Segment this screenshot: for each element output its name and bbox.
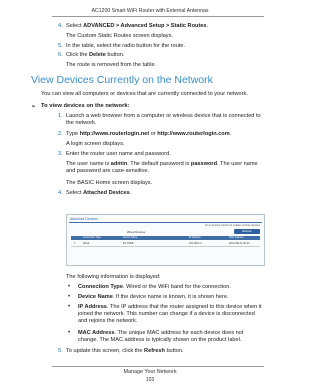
page-header: AC1200 Smart WiFi Router with External Antennas <box>91 8 209 14</box>
step-number: 4. <box>58 23 63 29</box>
table-cell: ET-HTGB <box>123 242 134 245</box>
access-control-note: Go to Access Control to enable or block devices <box>204 224 260 227</box>
step-text: To update this screen, click the Refresh button. <box>66 348 184 354</box>
info-intro: The following information is displayed: <box>66 274 161 280</box>
attached-devices-screenshot <box>66 214 265 266</box>
column-header: Device Name <box>123 236 138 239</box>
bullet-icon: • <box>68 294 71 300</box>
page-number: 103 <box>145 377 155 383</box>
step-number: 4. <box>58 190 63 196</box>
info-item: Connection Type. Wired or the WiFi band for the connection. <box>78 284 231 290</box>
step-text: Select Attached Devices. <box>66 190 132 196</box>
refresh-button[interactable]: Refresh <box>234 229 260 234</box>
screenshot-title: Attached Devices <box>70 217 98 221</box>
footer-divider <box>52 366 264 367</box>
step-text: In the table, select the radio button for the route. <box>66 43 186 49</box>
column-header: MAC Address <box>229 236 244 239</box>
step-result: The user name is admin. The default password is password. The user name and password are case-sensitive. <box>66 161 258 174</box>
table-header <box>71 236 260 240</box>
step-text: Enter the router user name and password. <box>66 151 171 157</box>
header-divider <box>52 16 264 17</box>
column-header: Connection Type <box>83 236 101 239</box>
step-number: 3. <box>58 151 63 157</box>
table-row <box>71 241 260 247</box>
section-intro: You can view all computers or devices that are currently connected to your network. <box>41 91 248 97</box>
step-number: 6. <box>58 52 63 58</box>
step-result: The Custom Static Routes screen displays. <box>66 33 173 39</box>
column-header: IP Address <box>189 236 201 239</box>
screenshot-title-divider <box>69 222 262 223</box>
table-cell: 192.168.1.2 <box>189 242 202 245</box>
step-result: The route is removed from the table. <box>66 62 157 68</box>
bullet-icon: • <box>68 304 71 310</box>
step-text: Type http://www.routerlogin.net or http://www.routerlogin.com. <box>66 131 232 137</box>
table-cell: 00:0C:6E:3C:1F:23 <box>229 242 250 245</box>
step-text: Launch a web browser from a computer or wireless device that is connected to the network. <box>66 113 261 126</box>
info-item: Device Name. If the device name is known, it is shown here. <box>78 294 229 300</box>
step-number: 2. <box>58 131 63 137</box>
table-cell: 1 <box>74 242 76 245</box>
bullet-icon: • <box>68 284 71 290</box>
info-item: MAC Address. The unique MAC address for each device does not change. The MAC address is typically shown on the product label. <box>78 330 244 343</box>
step-result: The BASIC Home screen displays. <box>66 180 153 186</box>
table-title: Wired Devices <box>127 230 146 234</box>
section-title: View Devices Currently on the Network <box>31 74 213 86</box>
step-result: A login screen displays. <box>66 141 125 147</box>
step-number: 1. <box>58 113 63 119</box>
table-cell: Wired <box>83 242 90 245</box>
footer-section: Manage Your Network <box>123 369 177 375</box>
bullet-icon: • <box>68 330 71 336</box>
step-number: 5. <box>58 348 63 354</box>
step-text: Click the Delete button. <box>66 52 125 58</box>
step-number: 5. <box>58 43 63 49</box>
procedure-arrow-icon: ➢ <box>31 104 37 110</box>
step-text: Select ADVANCED > Advanced Setup > Static Routes. <box>66 23 209 29</box>
procedure-title: To view devices on the network: <box>41 103 130 109</box>
info-item: IP Address. The IP address that the router assigned to this device when it joined the network. This number can change if a device is disconnected and rejoins the network. <box>78 304 262 324</box>
